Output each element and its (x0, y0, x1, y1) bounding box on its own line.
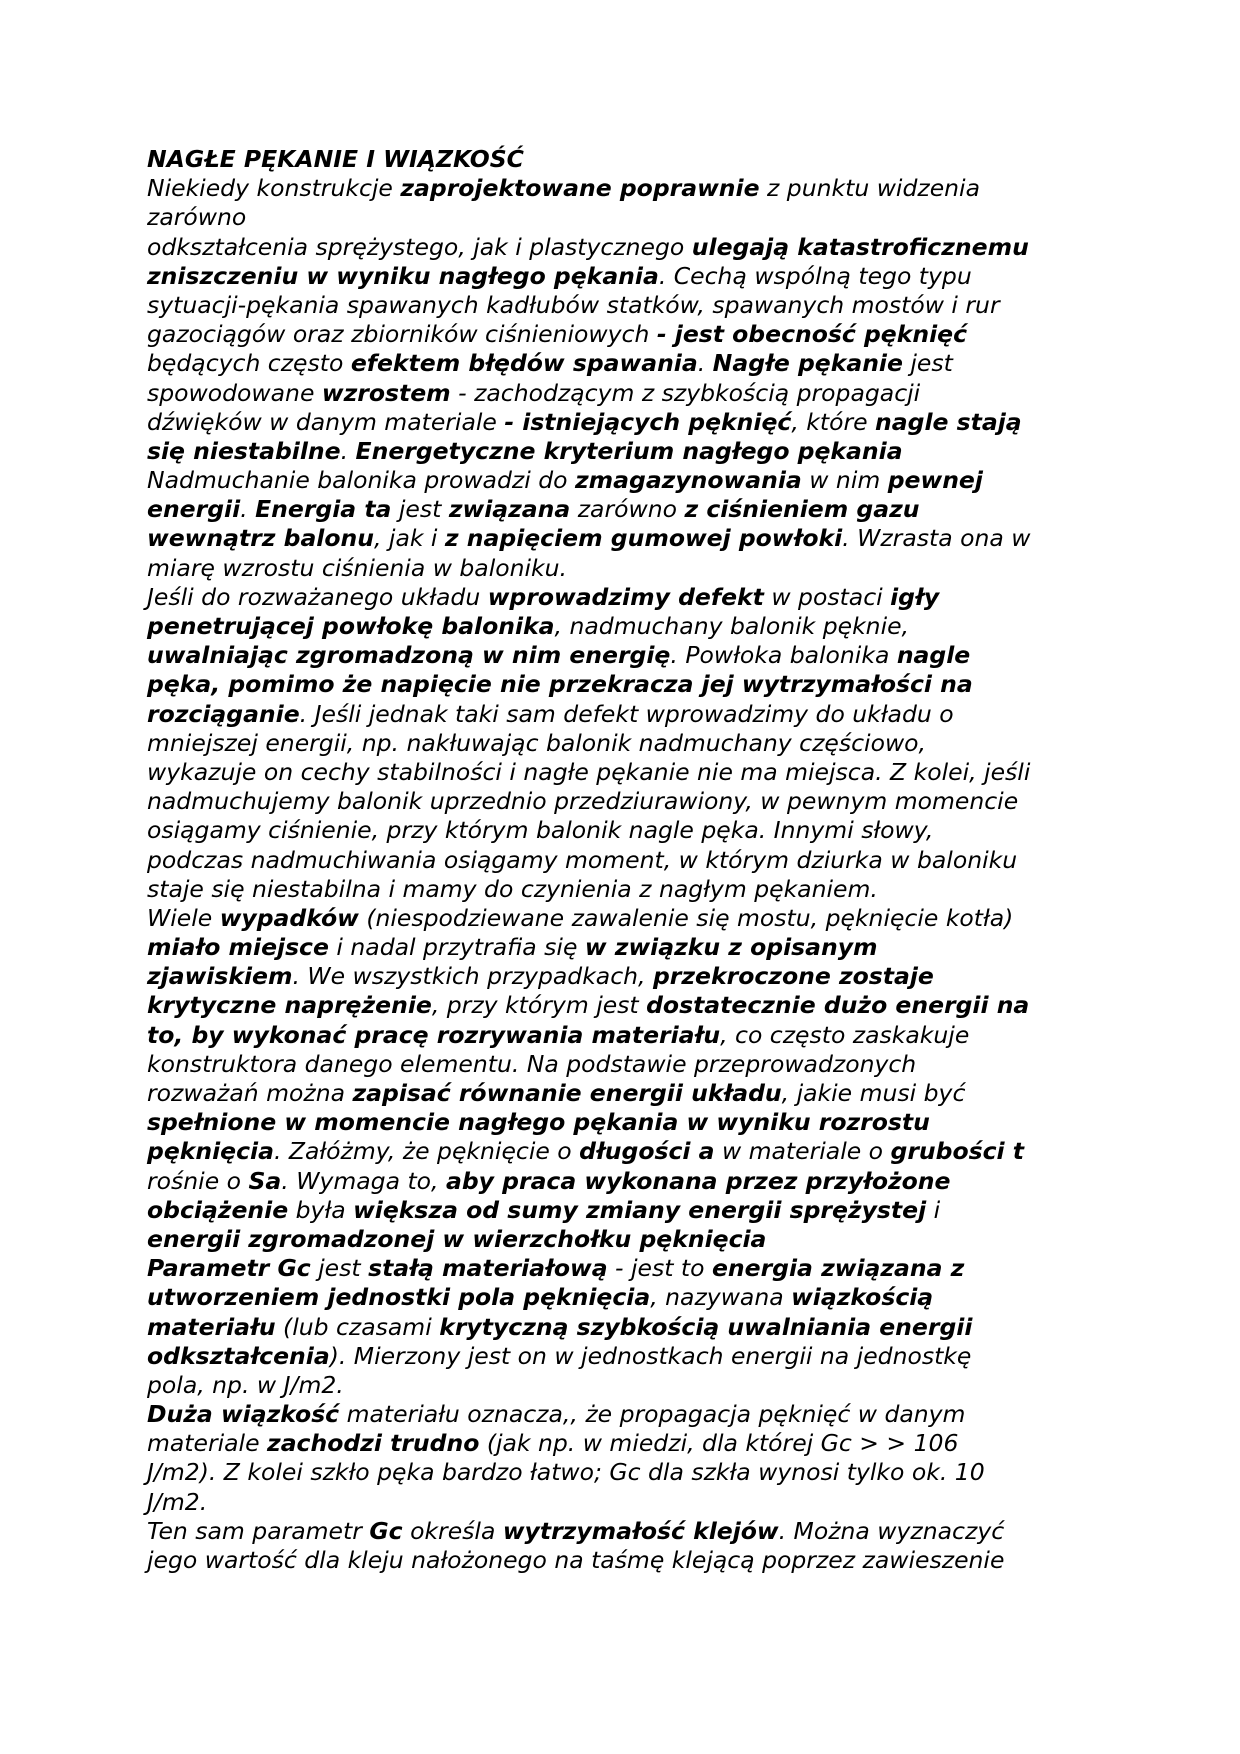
text-line (147, 320, 1097, 349)
text-line (147, 933, 1097, 962)
text-line (147, 1400, 1097, 1429)
text-run: gazociągów oraz zbiorników ciśnieniowych (147, 320, 657, 349)
text-run: , które (791, 407, 876, 436)
bold-text: efektem błędów spawania (350, 349, 698, 378)
bold-text: - jest obecność pęknięć (656, 320, 968, 349)
bold-text: zjawiskiem (147, 962, 293, 991)
bold-text: Parametr Gc (147, 1254, 311, 1283)
text-run: . (240, 495, 256, 524)
text-run: . Można wyznaczyć (778, 1516, 1005, 1545)
text-run: . We wszystkich przypadkach, (292, 962, 653, 991)
text-run: - jest to (607, 1254, 712, 1283)
bold-text: NAGŁE PĘKANIE I WIĄZKOŚĆ (147, 145, 524, 173)
text-line (147, 1167, 1097, 1196)
text-run: osiągamy ciśnienie, przy którym balonik nagle pęka. Innymi słowy, (147, 816, 934, 845)
text-run: będących często (147, 349, 351, 378)
bold-text: się niestabilne (147, 436, 341, 465)
text-run: . (340, 436, 356, 465)
bold-text: w związku z opisanym (584, 933, 878, 962)
text-line (147, 904, 1097, 933)
text-line (147, 1137, 1097, 1166)
bold-text: Gc (369, 1516, 403, 1545)
text-run: spowodowane (147, 378, 322, 407)
text-run: , nadmuchany balonik pęknie, (554, 612, 910, 640)
text-line (147, 1313, 1097, 1342)
bold-text: z ciśnieniem gazu (684, 495, 920, 524)
text-line (147, 233, 1097, 262)
text-run: miarę wzrostu ciśnienia w baloniku. (147, 553, 568, 582)
bold-text: większa od sumy zmiany energii sprężystej (353, 1195, 927, 1224)
bold-text: pewnej (887, 466, 983, 495)
text-run: J/m2. (147, 1487, 208, 1516)
bold-text: Energetyczne kryterium nagłego pękania (355, 436, 903, 465)
text-line (147, 379, 1097, 408)
text-run: , nazywana (650, 1283, 792, 1312)
text-run: w nim (801, 466, 888, 495)
text-run: . Wymaga to, (281, 1166, 446, 1195)
text-line (147, 1517, 1097, 1546)
text-run: . Wzrasta ona w (842, 524, 1031, 553)
text-run: jego wartość dla kleju nałożonego na taśmę klejącą poprzez zawieszenie (147, 1546, 1005, 1574)
bold-text: zmagazynowania (574, 466, 802, 495)
bold-text: rozciąganie (147, 699, 300, 728)
bold-text: wiązkością (791, 1283, 934, 1312)
text-run: (jak np. w miedzi, dla której Gc > > 106 (479, 1429, 959, 1458)
bold-text: z napięciem gumowej powłoki (444, 524, 843, 553)
bold-text: zniszczeniu w wyniku nagłego pękania (147, 261, 659, 290)
text-run: , co często zaskakuje (720, 1020, 970, 1049)
bold-text: zaprojektowane poprawnie (400, 174, 760, 203)
text-run: , przy którym jest (431, 991, 647, 1020)
bold-text: dostatecznie dużo energii na (646, 991, 1030, 1020)
text-line (147, 700, 1097, 729)
text-line (147, 1429, 1097, 1458)
text-run: Ten sam parametr (147, 1516, 370, 1545)
text-run: zarówno (147, 203, 247, 232)
bold-text: nagle (896, 641, 971, 670)
text-line (147, 495, 1097, 524)
text-run: Nadmuchanie balonika prowadzi do (147, 466, 575, 495)
text-run: rośnie o (147, 1166, 249, 1195)
text-run: odkształcenia sprężystego, jak i plastycznego (147, 232, 692, 261)
text-run: . Powłoka balonika (670, 641, 897, 670)
text-run: była (288, 1195, 354, 1224)
bold-text: wprowadzimy defekt (487, 582, 764, 611)
text-line (147, 612, 1097, 641)
text-run: . (697, 349, 713, 378)
text-run: (lub czasami (275, 1312, 440, 1341)
text-run: określa (402, 1516, 503, 1545)
bold-text: zachodzi trudno (267, 1429, 480, 1458)
text-run: Wiele (147, 903, 220, 932)
bold-text: utworzeniem jednostki pola pęknięcia (147, 1283, 651, 1312)
text-line (147, 875, 1097, 904)
text-line (147, 408, 1097, 437)
bold-text: pęka, pomimo że napięcie nie przekracza jej wytrzymałości na (147, 670, 973, 699)
text-line (147, 758, 1097, 787)
bold-text: zapisać równanie energii układu (352, 1079, 782, 1107)
bold-text: penetrującej powłokę balonika (147, 612, 555, 640)
text-line (147, 1021, 1097, 1050)
text-line (147, 291, 1097, 320)
text-run: nadmuchujemy balonik uprzednio przedziurawiony, w pewnym momencie (147, 787, 1019, 816)
text-line (147, 670, 1097, 699)
text-run: i nadal przytrafia się (328, 933, 585, 962)
text-run: jest (902, 349, 953, 378)
bold-text: pęknięcia (147, 1137, 274, 1166)
document-body (147, 145, 1097, 1575)
text-line (147, 787, 1097, 816)
text-run: ). Mierzony jest on w jednostkach energii na jednostkę (329, 1341, 972, 1370)
text-line (147, 583, 1097, 612)
text-line (147, 466, 1097, 495)
text-run: materiale (147, 1429, 268, 1458)
bold-text: stałą materiałową (368, 1254, 608, 1283)
text-line (147, 1254, 1097, 1283)
bold-text: długości a (579, 1137, 715, 1166)
text-run: staje się niestabilna i mamy do czynienia z nagłym pękaniem. (147, 874, 878, 903)
text-run: (niespodziewane zawalenie się mostu, pęknięcie kotła) (358, 903, 1014, 932)
text-run: . Załóżmy, że pęknięcie o (273, 1137, 580, 1166)
text-line (147, 524, 1097, 553)
text-run: materiału oznacza,, że propagacja pęknięć w danym (339, 1400, 966, 1429)
bold-text: miało miejsce (147, 933, 329, 962)
bold-text: krytyczną szybkością uwalniania energii (439, 1312, 973, 1341)
text-line (147, 641, 1097, 670)
text-line (147, 1371, 1097, 1400)
bold-text: ulegają katastroficznemu (691, 232, 1029, 261)
bold-text: energia związana z (711, 1254, 965, 1283)
bold-text: Sa (248, 1166, 282, 1195)
text-run: Niekiedy konstrukcje (147, 174, 401, 203)
bold-text: nagle stają (875, 407, 1022, 436)
text-line (147, 437, 1097, 466)
text-run: i (926, 1195, 941, 1224)
bold-text: uwalniając zgromadzoną w nim energię (147, 641, 671, 670)
text-run: konstruktora danego elementu. Na podstawie przeprowadzonych (147, 1049, 917, 1078)
bold-text: spełnione w momencie nagłego pękania w wyniku rozrostu (147, 1108, 930, 1137)
text-run: jest (310, 1254, 369, 1283)
bold-text: Duża wiązkość (147, 1400, 340, 1429)
text-line (147, 262, 1097, 291)
text-run: , jak i (373, 524, 445, 553)
bold-text: energii zgromadzonej w wierzchołku pęknięcia (147, 1224, 767, 1253)
bold-text: aby praca wykonana przez przyłożone (445, 1166, 951, 1195)
text-run: w postaci (763, 582, 891, 611)
text-line (147, 1488, 1097, 1517)
bold-text: grubości t (890, 1137, 1025, 1166)
text-run: , jakie musi być (781, 1079, 966, 1107)
text-run: . Jeśli jednak taki sam defekt wprowadzimy do układu o (299, 699, 954, 728)
text-run: sytuacji-pękania spawanych kadłubów statków, spawanych mostów i rur (147, 290, 1000, 319)
bold-text: wypadków (219, 903, 359, 932)
text-line (147, 1050, 1097, 1079)
text-run: . Cechą wspólną tego typu (658, 261, 972, 290)
text-run: dźwięków w danym materiale (147, 407, 505, 436)
bold-text: odkształcenia (147, 1341, 330, 1370)
text-run: rozważań można (147, 1079, 353, 1107)
bold-text: Energia ta (255, 495, 392, 524)
text-line (147, 1079, 1097, 1108)
text-run: mniejszej energii, np. nakłuwając balonik nadmuchany częściowo, (147, 728, 927, 757)
text-line (147, 1283, 1097, 1312)
bold-text: krytyczne naprężenie (147, 991, 432, 1020)
text-run: zarówno (570, 495, 685, 524)
bold-text: to, by wykonać pracę rozrywania materiału (147, 1020, 721, 1049)
bold-text: związana (448, 495, 571, 524)
text-run: jest (391, 495, 449, 524)
text-line (147, 1108, 1097, 1137)
text-run: podczas nadmuchiwania osiągamy moment, w którym dziurka w baloniku (147, 845, 1018, 874)
bold-text: igły (890, 582, 940, 611)
bold-text: wytrzymałość klejów (502, 1516, 779, 1545)
text-run: wykazuje on cechy stabilności i nagłe pękanie nie ma miejsca. Z kolei, jeśli (147, 757, 1031, 786)
text-line (147, 203, 1097, 232)
bold-text: przekroczone zostaje (652, 962, 934, 991)
text-line (147, 1458, 1097, 1487)
text-line (147, 1225, 1097, 1254)
bold-text: energii (147, 495, 241, 524)
text-run: z punktu widzenia (759, 174, 980, 203)
bold-text: Nagłe pękanie (712, 349, 903, 378)
bold-text: materiału (147, 1312, 276, 1341)
text-line (147, 349, 1097, 378)
text-line (147, 174, 1097, 203)
text-run: Jeśli do rozważanego układu (147, 582, 488, 611)
text-run: w materiale o (714, 1137, 891, 1166)
document-title (147, 145, 1097, 174)
text-line (147, 1342, 1097, 1371)
bold-text: wewnątrz balonu (147, 524, 374, 553)
text-line (147, 846, 1097, 875)
text-run: - zachodzącym z szybkością propagacji (450, 378, 921, 407)
text-run: J/m2). Z kolei szkło pęka bardzo łatwo; Gc dla szkła wynosi tylko ok. 10 (147, 1458, 985, 1487)
bold-text: wzrostem (321, 378, 451, 407)
text-line (147, 729, 1097, 758)
text-line (147, 1546, 1097, 1575)
text-line (147, 1196, 1097, 1225)
text-line (147, 816, 1097, 845)
text-line (147, 554, 1097, 583)
bold-text: obciążenie (147, 1195, 289, 1224)
text-run: pola, np. w J/m2. (147, 1370, 344, 1399)
bold-text: - istniejących pęknięć (504, 407, 792, 436)
text-line (147, 991, 1097, 1020)
text-line (147, 962, 1097, 991)
